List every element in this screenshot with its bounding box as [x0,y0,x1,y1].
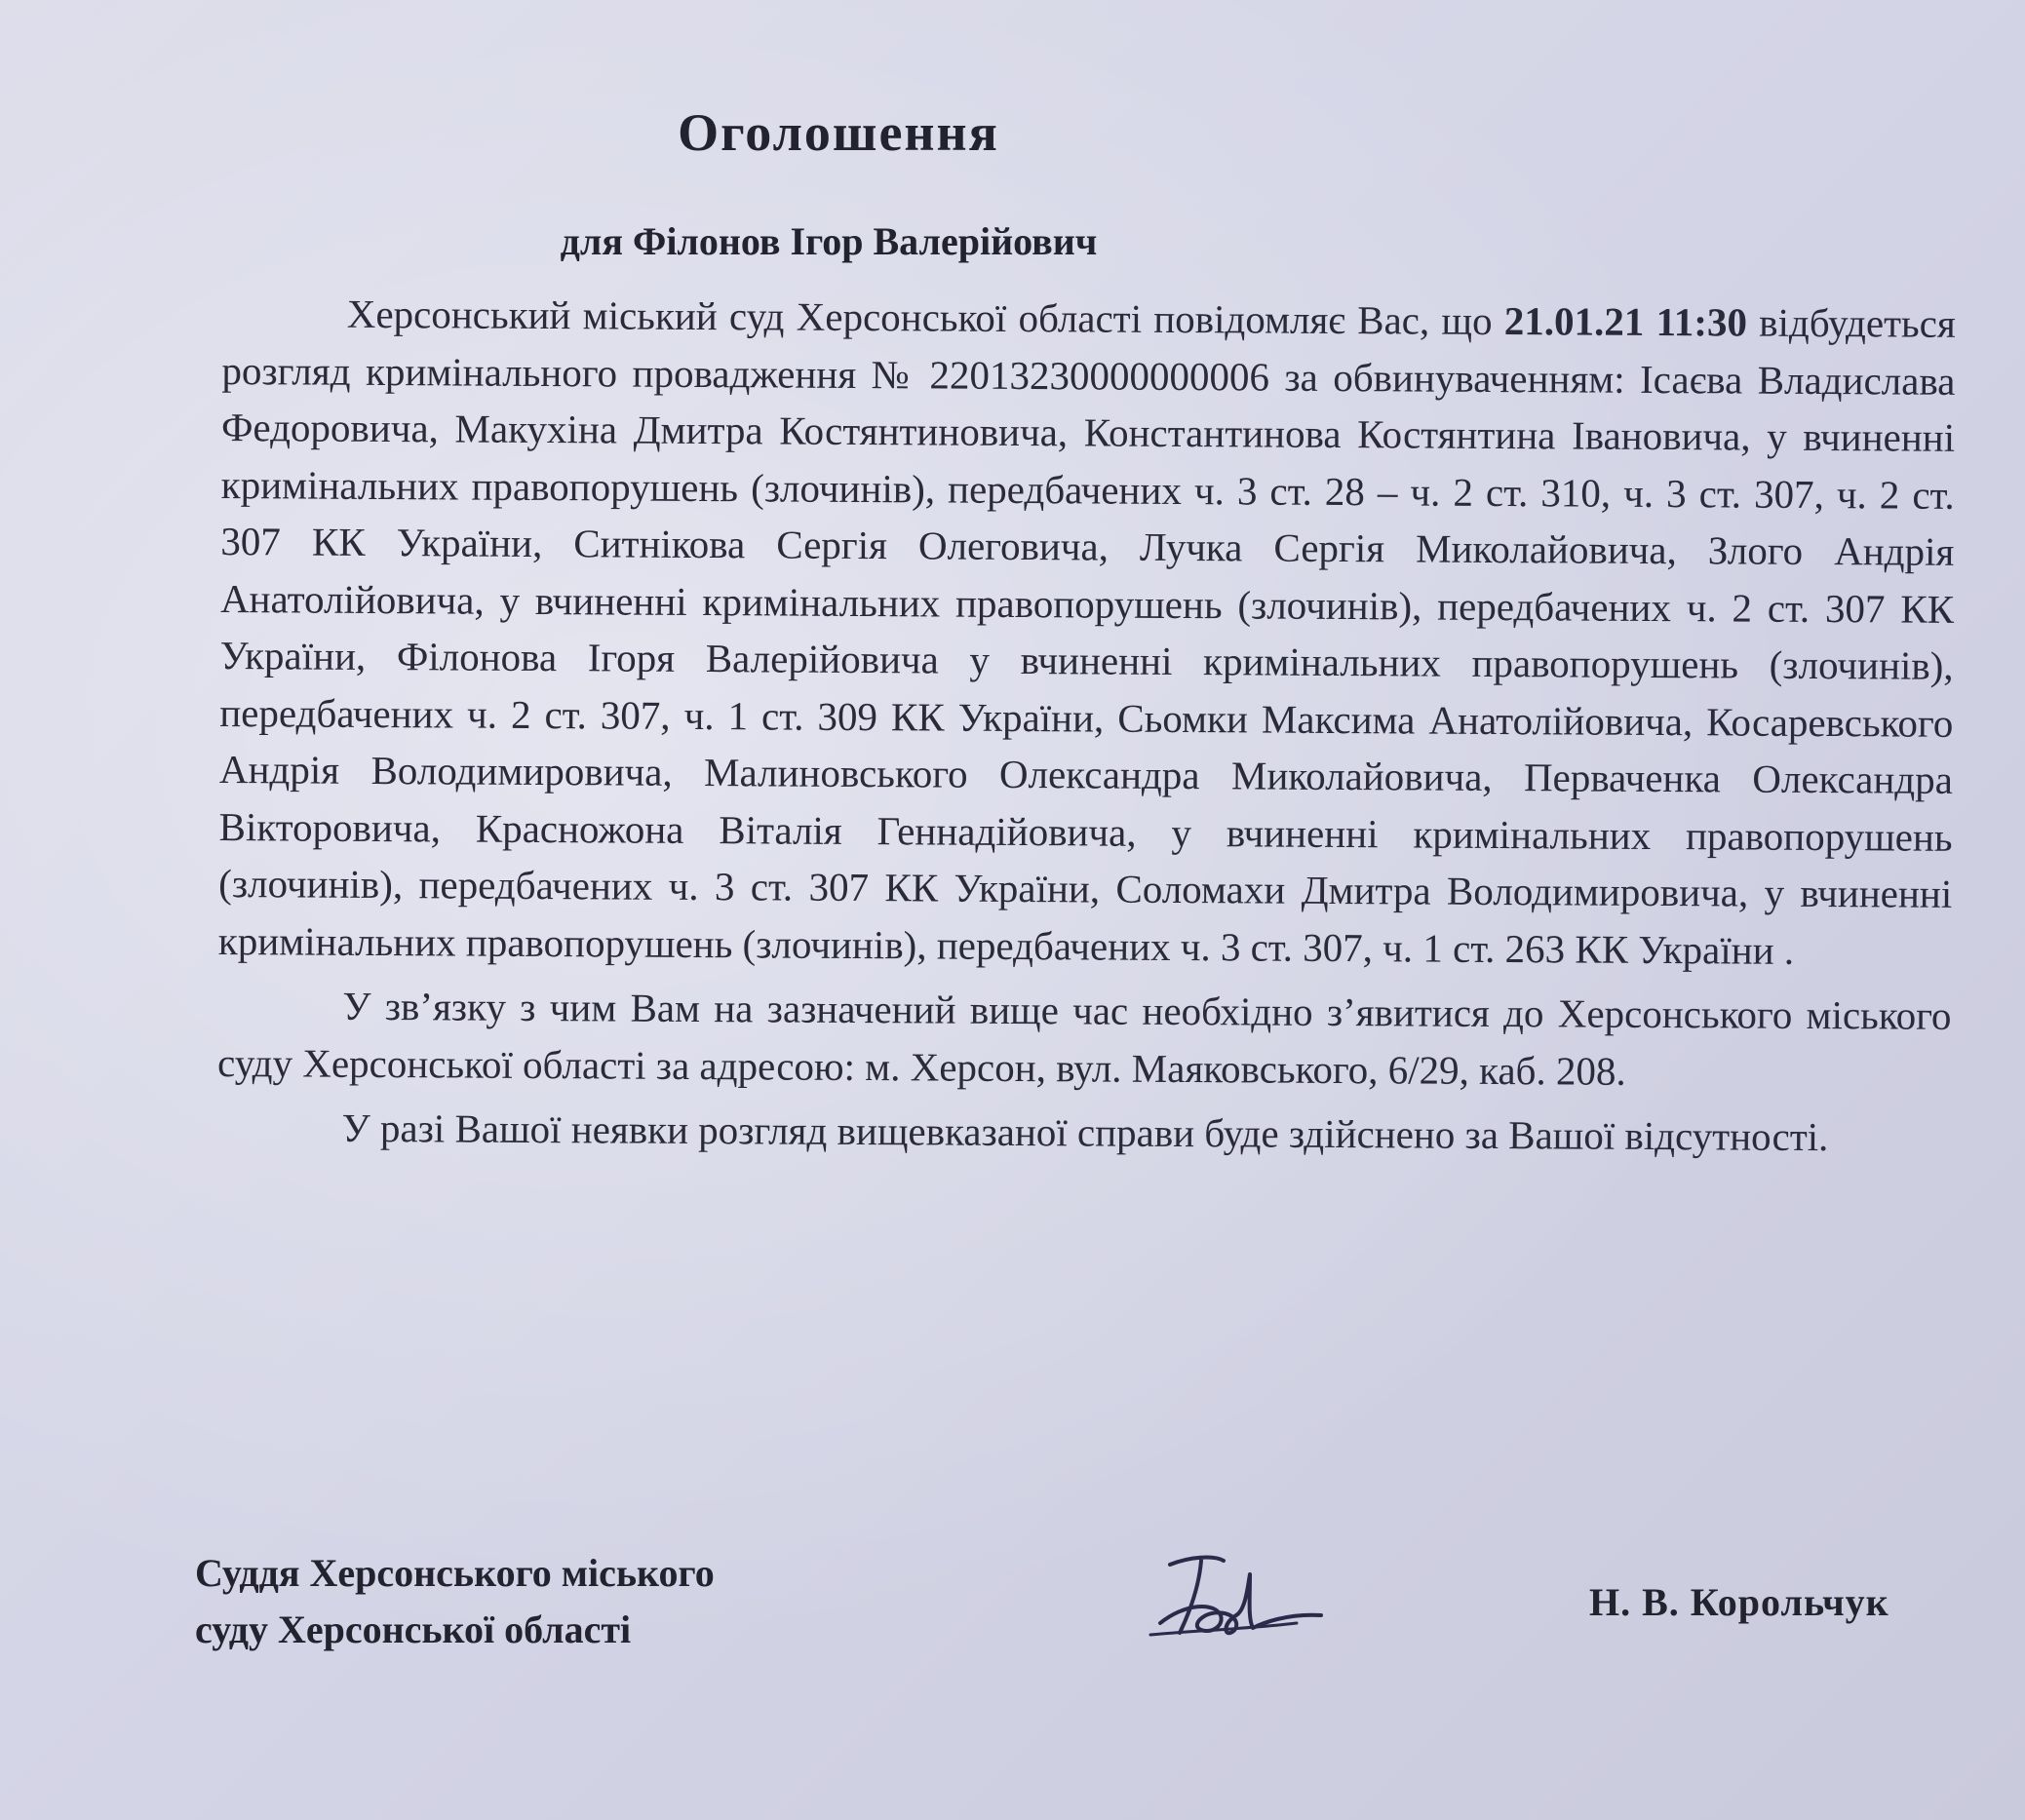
judge-title-line-2: суду Херсонської області [195,1607,632,1651]
paragraph-hearing-rest: відбудеться розгляд кримінального провадження № 22013230000000006 за обвинуваченням: Ісаєва Владислава Федоровича, Макухіна Дмитра Костянтиновича, Константинова Костянтина Івановича, у вчиненні кримінальних правопорушень (злочинів), передбачених ч. 3 ст. 28 – ч. 2 ст. 310, ч. 3 ст. 307, ч. 2 ст. 307 КК України, Ситнікова Сергія Олеговича, Лучка Сергія Миколайовича, Злого Андрія Анатолійовича, у вчиненні кримінальних правопорушень (злочинів), передбачених ч. 2 ст. 307 КК України, Філонова Ігоря Валерійовича у вчиненні кримінальних правопорушень (злочинів), передбачених ч. 2 ст. 307, ч. 1 ст. 309 КК України, Сьомки Максима Анатолійовича, Косаревського Андрія Володимировича, Малиновського Олександра Миколайовича, Перваченка Олександра Вікторовича, Красножона Віталія Геннадійовича, у вчиненні кримінальних правопорушень (злочинів), передбачених ч. 3 ст. 307 КК України, Соломахи Дмитра Володимировича, у вчиненні кримінальних правопорушень (злочинів), передбачених ч. 3 ст. 307, ч. 1 ст. 263 КК України . [217,299,1956,973]
paragraph-hearing-lead: Херсонський міський суд Херсонської області повідомляє Вас, що [346,290,1504,344]
notice-body [217,285,1956,1166]
document-title: Оголошення [678,103,999,162]
judge-name: Н. В. Корольчук [1589,1580,1889,1624]
judge-title [195,1545,715,1658]
hearing-datetime: 21.01.21 11:30 [1503,298,1748,345]
paragraph-absence: У разі Вашої неявки розгляд вищевказаної справи буде здійснено за Вашої відсутності. [341,1104,1829,1160]
addressee-line: для Філонов Ігор Валерійович [560,219,1098,263]
handwritten-signature [1131,1545,1336,1652]
judge-title-line-1: Суддя Херсонського міського [195,1551,715,1595]
paragraph-hearing-notice [218,285,1956,980]
paragraph-appearance: У зв’язку з чим Вам на зазначений вище час необхідно з’явитися до Херсонського міського суду Херсонської області за адресою: м. Херсон, вул. Маяковського, 6/29, каб. 208. [216,983,1952,1094]
